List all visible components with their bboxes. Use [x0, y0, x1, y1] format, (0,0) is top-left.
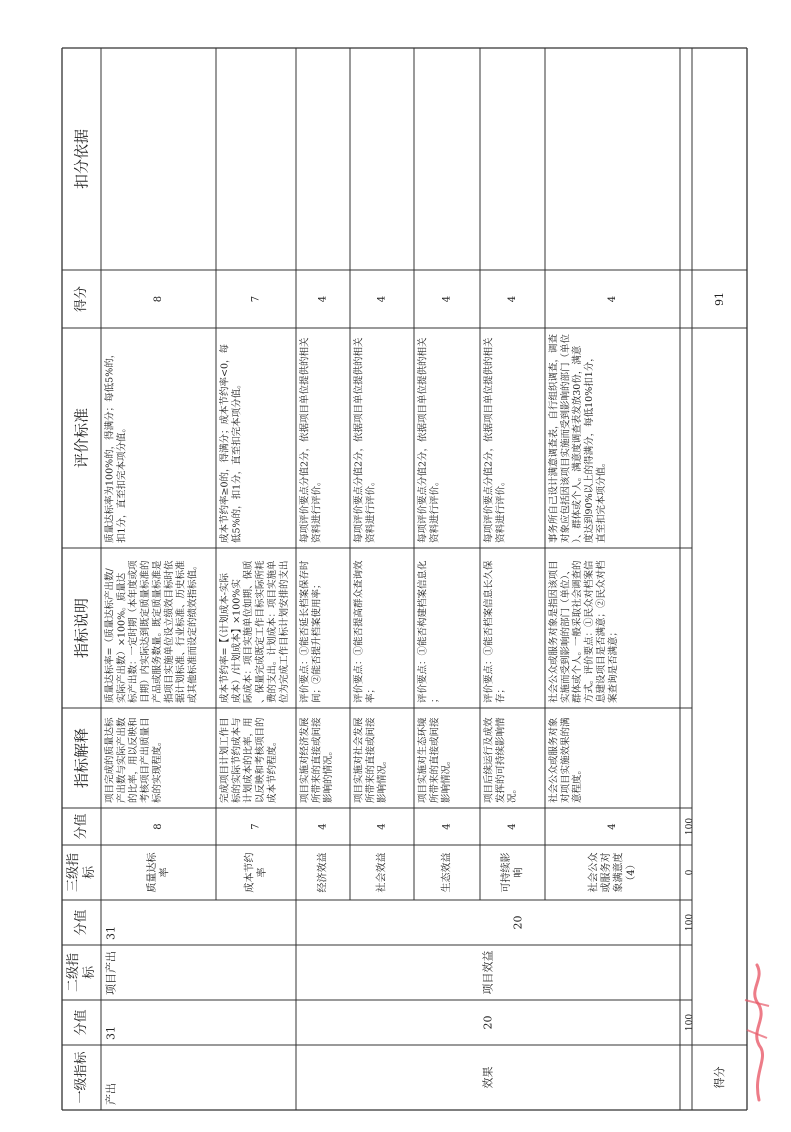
svg-text:位为完成工作目标计划安排的支出: 位为完成工作目标计划安排的支出 [278, 560, 290, 703]
row-score [507, 296, 518, 302]
row-desc [352, 560, 376, 703]
header-score2 [73, 909, 89, 935]
header-basis [73, 129, 91, 189]
svg-text:项目产出: 项目产出 [104, 951, 118, 995]
svg-text:对项目实施效果的满: 对项目实施效果的满 [560, 717, 572, 803]
svg-text:4: 4 [317, 823, 329, 830]
svg-text:事务所自己设计满意调查表，自行组织调查，调查: 事务所自己设计满意调查表，自行组织调查，调查 [548, 333, 560, 543]
row-explain [352, 717, 388, 803]
svg-text:方式。评价要点：①民众对档案信: 方式。评价要点：①民众对档案信 [584, 560, 596, 703]
total-level3 [685, 869, 695, 875]
svg-text:标: 标 [82, 965, 98, 980]
stamp-mark [737, 960, 777, 1110]
svg-text:项目实施对生态环境: 项目实施对生态环境 [417, 717, 429, 803]
svg-text:分值: 分值 [74, 1009, 89, 1036]
svg-text:4: 4 [441, 295, 453, 303]
effect-score1 [482, 1016, 495, 1030]
svg-text:二级指: 二级指 [65, 952, 81, 993]
svg-text:所带来的直接或间接: 所带来的直接或间接 [311, 717, 323, 803]
svg-text:得分: 得分 [713, 1066, 726, 1089]
svg-text:计划成本的比率，用: 计划成本的比率，用 [243, 717, 255, 803]
row-score3 [318, 823, 329, 829]
row-standard [103, 349, 127, 543]
svg-text:直至扣完本项分值。: 直至扣完本项分值。 [595, 457, 607, 543]
svg-text:项目后续运行及成效: 项目后续运行及成效 [483, 717, 495, 803]
svg-text:息建设项目是否满意；②民众对档: 息建设项目是否满意；②民众对档 [595, 560, 607, 703]
svg-text:群体或个人。一般采取社会调查的: 群体或个人。一般采取社会调查的 [572, 560, 584, 703]
svg-text:经济效益: 经济效益 [317, 852, 329, 893]
svg-text:影响情况。: 影响情况。 [441, 755, 453, 803]
row-level3 [316, 853, 329, 893]
effect-level2 [481, 951, 495, 995]
svg-text:效果: 效果 [481, 1066, 495, 1089]
row-explain [547, 717, 583, 803]
total-score3 [685, 818, 695, 835]
row-score [251, 296, 262, 302]
svg-text:扣分依据: 扣分依据 [72, 128, 91, 190]
svg-text:据计划标准、行业标准、历史标准: 据计划标准、行业标准、历史标准 [175, 560, 187, 703]
svg-text:4: 4 [317, 295, 329, 303]
svg-text:）、群体或个人。满意度调查表发放30份，满意: ）、群体或个人。满意度调查表发放30份，满意 [572, 345, 584, 543]
svg-text:评价要点：①能否构建档案信息化: 评价要点：①能否构建档案信息化 [417, 560, 429, 703]
row-standard [218, 343, 242, 543]
svg-text:资料进行评价。: 资料进行评价。 [495, 476, 507, 543]
row-score [377, 296, 388, 302]
row-level3 [440, 853, 453, 893]
row-score [318, 296, 329, 302]
svg-text:、保量完成既定工作目标实际所耗: 、保量完成既定工作目标实际所耗 [255, 560, 267, 703]
svg-text:4: 4 [607, 295, 618, 303]
svg-text:实际产出数）×100%。质量达: 实际产出数）×100%。质量达 [116, 572, 128, 703]
svg-text:4: 4 [607, 823, 618, 830]
row-level3 [586, 853, 637, 893]
svg-text:；: ； [429, 693, 441, 703]
svg-text:指标解释: 指标解释 [72, 727, 91, 789]
row-desc [547, 560, 618, 703]
row-score [607, 296, 618, 302]
svg-text:成本节约程度。: 成本节约程度。 [266, 736, 278, 803]
svg-text:率: 率 [159, 867, 171, 878]
svg-text:分值: 分值 [74, 909, 89, 936]
output-level2 [103, 951, 117, 995]
svg-text:生态效益: 生态效益 [441, 852, 453, 893]
svg-text:得分: 得分 [74, 285, 89, 313]
row-desc [416, 560, 440, 703]
final-score [713, 292, 726, 306]
svg-text:0: 0 [685, 869, 695, 876]
svg-text:标: 标 [82, 865, 98, 880]
output-score1 [104, 1026, 117, 1040]
row-desc [103, 560, 198, 703]
svg-text:成本节约率=【（计划成本-实际: 成本节约率=【（计划成本-实际 [219, 573, 231, 703]
header-desc [73, 598, 91, 658]
output-level1 [103, 1083, 117, 1105]
svg-text:资料进行评价。: 资料进行评价。 [311, 476, 323, 543]
svg-text:一级指标: 一级指标 [74, 1051, 89, 1104]
svg-text:4: 4 [376, 295, 388, 303]
svg-text:产出数与实际产出数: 产出数与实际产出数 [116, 717, 128, 803]
svg-text:三级指: 三级指 [65, 852, 81, 893]
svg-text:8: 8 [153, 823, 164, 830]
total-score2 [685, 914, 695, 931]
row-level3 [499, 853, 525, 893]
row-score3 [153, 823, 164, 829]
svg-text:成本）/计划成本】×100%实: 成本）/计划成本】×100%实 [231, 579, 243, 703]
svg-text:成本节约率≥0的，得满分；成本节约率<0，每: 成本节约率≥0的，得满分；成本节约率<0，每 [219, 343, 231, 543]
svg-text:费的支出。计划成本：项目实施单: 费的支出。计划成本：项目实施单 [266, 560, 278, 703]
svg-text:4: 4 [507, 295, 518, 303]
total-score1 [685, 1014, 695, 1031]
header-level1 [73, 1051, 89, 1104]
svg-text:率: 率 [256, 867, 268, 878]
svg-text:的比率，用以反映和: 的比率，用以反映和 [128, 717, 140, 803]
row-level3 [145, 852, 171, 893]
svg-text:影响情况。: 影响情况。 [377, 755, 389, 803]
row-desc [482, 560, 506, 703]
svg-text:4: 4 [441, 823, 453, 830]
svg-text:案查询是否满意；: 案查询是否满意； [607, 626, 619, 703]
row-score3 [442, 823, 453, 829]
row-score3 [377, 823, 388, 829]
svg-text:100: 100 [685, 817, 695, 836]
svg-text:响: 响 [513, 867, 525, 878]
svg-text:所带来的直接或间接: 所带来的直接或间接 [429, 717, 441, 803]
svg-text:（4）: （4） [625, 859, 637, 886]
svg-text:存；: 存； [495, 683, 507, 703]
svg-text:项目实施对经济发展: 项目实施对经济发展 [299, 717, 311, 803]
svg-text:对象应包括因该项目实施而受到影响的部门（单位: 对象应包括因该项目实施而受到影响的部门（单位 [560, 333, 572, 543]
svg-text:社会公众或服务对象是指因该项目: 社会公众或服务对象是指因该项目 [548, 560, 560, 703]
svg-text:分值: 分值 [74, 813, 89, 840]
row-score3 [251, 823, 262, 829]
row-standard [416, 337, 440, 543]
svg-text:评价要点：①能否延长档案保存时: 评价要点：①能否延长档案保存时 [299, 560, 311, 703]
svg-text:所带来的直接或间接: 所带来的直接或间接 [365, 717, 377, 803]
svg-text:率；: 率； [365, 683, 377, 703]
svg-text:每项评价要点分值2分，依据项目单位提供的相关: 每项评价要点分值2分，依据项目单位提供的相关 [483, 337, 495, 543]
svg-text:社会公众或服务对象: 社会公众或服务对象 [548, 717, 560, 803]
header-standard [73, 408, 91, 468]
svg-text:评价要点：①能否提高群众查询效: 评价要点：①能否提高群众查询效 [353, 560, 365, 703]
svg-text:资料进行评价。: 资料进行评价。 [429, 476, 441, 543]
svg-text:7: 7 [250, 823, 262, 830]
svg-text:91: 91 [713, 292, 726, 306]
svg-text:或服务对: 或服务对 [600, 852, 612, 893]
row-explain [416, 717, 452, 803]
svg-text:20: 20 [481, 1015, 495, 1030]
svg-text:社会效益: 社会效益 [376, 852, 388, 893]
svg-text:每项评价要点分值2分，依据项目单位提供的相关: 每项评价要点分值2分，依据项目单位提供的相关 [353, 337, 365, 543]
svg-text:发挥的可持续影响情: 发挥的可持续影响情 [495, 717, 507, 803]
header-explain [73, 728, 91, 788]
svg-text:4: 4 [507, 823, 518, 830]
svg-text:标的实现程度。: 标的实现程度。 [151, 736, 163, 803]
svg-text:实施而受到影响的部门（单位）、: 实施而受到影响的部门（单位）、 [560, 565, 572, 703]
svg-text:产品或服务数量。既定质量标准是: 产品或服务数量。既定质量标准是 [151, 560, 163, 703]
svg-text:间；②能否提升档案使用率；: 间；②能否提升档案使用率； [311, 579, 323, 703]
svg-text:际成本：项目实施单位如期、保质: 际成本：项目实施单位如期、保质 [243, 560, 255, 703]
header-level2 [65, 953, 97, 992]
row-explain [218, 717, 278, 803]
row-score3 [507, 823, 518, 829]
svg-text:31: 31 [104, 926, 118, 940]
row-standard [547, 333, 607, 543]
row-desc [298, 560, 322, 703]
final-label [712, 1067, 726, 1089]
svg-text:况。: 况。 [507, 783, 519, 803]
svg-text:可持续影: 可持续影 [500, 852, 512, 893]
svg-text:目期）内实际达到既定质量标准的: 目期）内实际达到既定质量标准的 [140, 560, 152, 703]
svg-text:成本节约: 成本节约 [244, 852, 256, 893]
svg-text:以反映和考核项目的: 以反映和考核项目的 [255, 717, 267, 803]
svg-text:指标说明: 指标说明 [72, 597, 91, 659]
header-score3 [73, 813, 89, 839]
svg-text:项目实施对社会发展: 项目实施对社会发展 [353, 717, 365, 803]
svg-text:项目效益: 项目效益 [481, 950, 495, 995]
row-standard [352, 337, 376, 543]
header-score [74, 286, 89, 312]
svg-text:31: 31 [104, 1026, 118, 1040]
svg-text:考核项目产出质量目: 考核项目产出质量目 [140, 717, 152, 803]
svg-text:标的实际节约成本与: 标的实际节约成本与 [231, 717, 243, 803]
svg-text:扣1分，直至扣完本项分值。: 扣1分，直至扣完本项分值。 [116, 422, 128, 543]
svg-text:质量达标: 质量达标 [146, 852, 158, 893]
svg-text:7: 7 [250, 295, 262, 303]
svg-text:8: 8 [153, 295, 164, 303]
svg-text:资料进行评价。: 资料进行评价。 [365, 476, 377, 543]
svg-text:质量达标率=（质量达标产出数/: 质量达标率=（质量达标产出数/ [104, 568, 116, 703]
row-standard [298, 337, 322, 543]
row-score [153, 296, 164, 302]
svg-text:产出: 产出 [104, 1083, 118, 1105]
row-level3 [375, 853, 388, 893]
svg-text:项目完成的质量达标: 项目完成的质量达标 [104, 717, 116, 803]
row-score [442, 296, 453, 302]
output-score2 [104, 926, 117, 940]
svg-text:完成项目计划工作目: 完成项目计划工作目 [219, 717, 231, 803]
svg-text:4: 4 [376, 823, 388, 830]
svg-text:评价标准: 评价标准 [72, 407, 91, 469]
header-level3 [65, 853, 97, 892]
row-level3 [242, 853, 268, 893]
svg-text:或其他标准而设定的绩效指标值。: 或其他标准而设定的绩效指标值。 [187, 560, 199, 703]
svg-text:评价要点：①能否档案信息长久保: 评价要点：①能否档案信息长久保 [483, 560, 495, 703]
row-standard [482, 337, 506, 543]
svg-text:影响的情况。: 影响的情况。 [323, 745, 335, 803]
svg-text:每项评价要点分值2分，依据项目单位提供的相关: 每项评价要点分值2分，依据项目单位提供的相关 [417, 337, 429, 543]
svg-text:象满意度: 象满意度 [613, 852, 625, 893]
svg-text:20: 20 [511, 915, 525, 930]
effect-level1 [481, 1067, 495, 1089]
svg-text:每项评价要点分值2分，依据项目单位提供的相关: 每项评价要点分值2分，依据项目单位提供的相关 [299, 337, 311, 543]
svg-text:标产出数：一定时期（本年度或项: 标产出数：一定时期（本年度或项 [128, 560, 140, 703]
svg-text:度达到90%以上的得满分，每低10%扣1分，: 度达到90%以上的得满分，每低10%扣1分， [584, 352, 596, 543]
svg-text:意程度。: 意程度。 [572, 764, 584, 803]
svg-text:指项目实施单位设立绩效目标时依: 指项目实施单位设立绩效目标时依 [163, 560, 175, 703]
svg-text:100: 100 [685, 1013, 695, 1032]
row-explain [103, 717, 163, 803]
svg-text:100: 100 [685, 913, 695, 932]
effect-score2 [512, 916, 525, 930]
svg-text:社会公众: 社会公众 [588, 852, 600, 893]
svg-text:质量达标率为100%的，得满分；每低5%的，: 质量达标率为100%的，得满分；每低5%的， [104, 348, 116, 543]
svg-text:低5%的，扣1分，直至扣完本项分值。: 低5%的，扣1分，直至扣完本项分值。 [231, 379, 243, 543]
row-desc [218, 560, 289, 703]
header-score1 [73, 1009, 89, 1035]
row-explain [482, 717, 518, 803]
row-score3 [607, 823, 618, 829]
row-explain [298, 717, 334, 803]
